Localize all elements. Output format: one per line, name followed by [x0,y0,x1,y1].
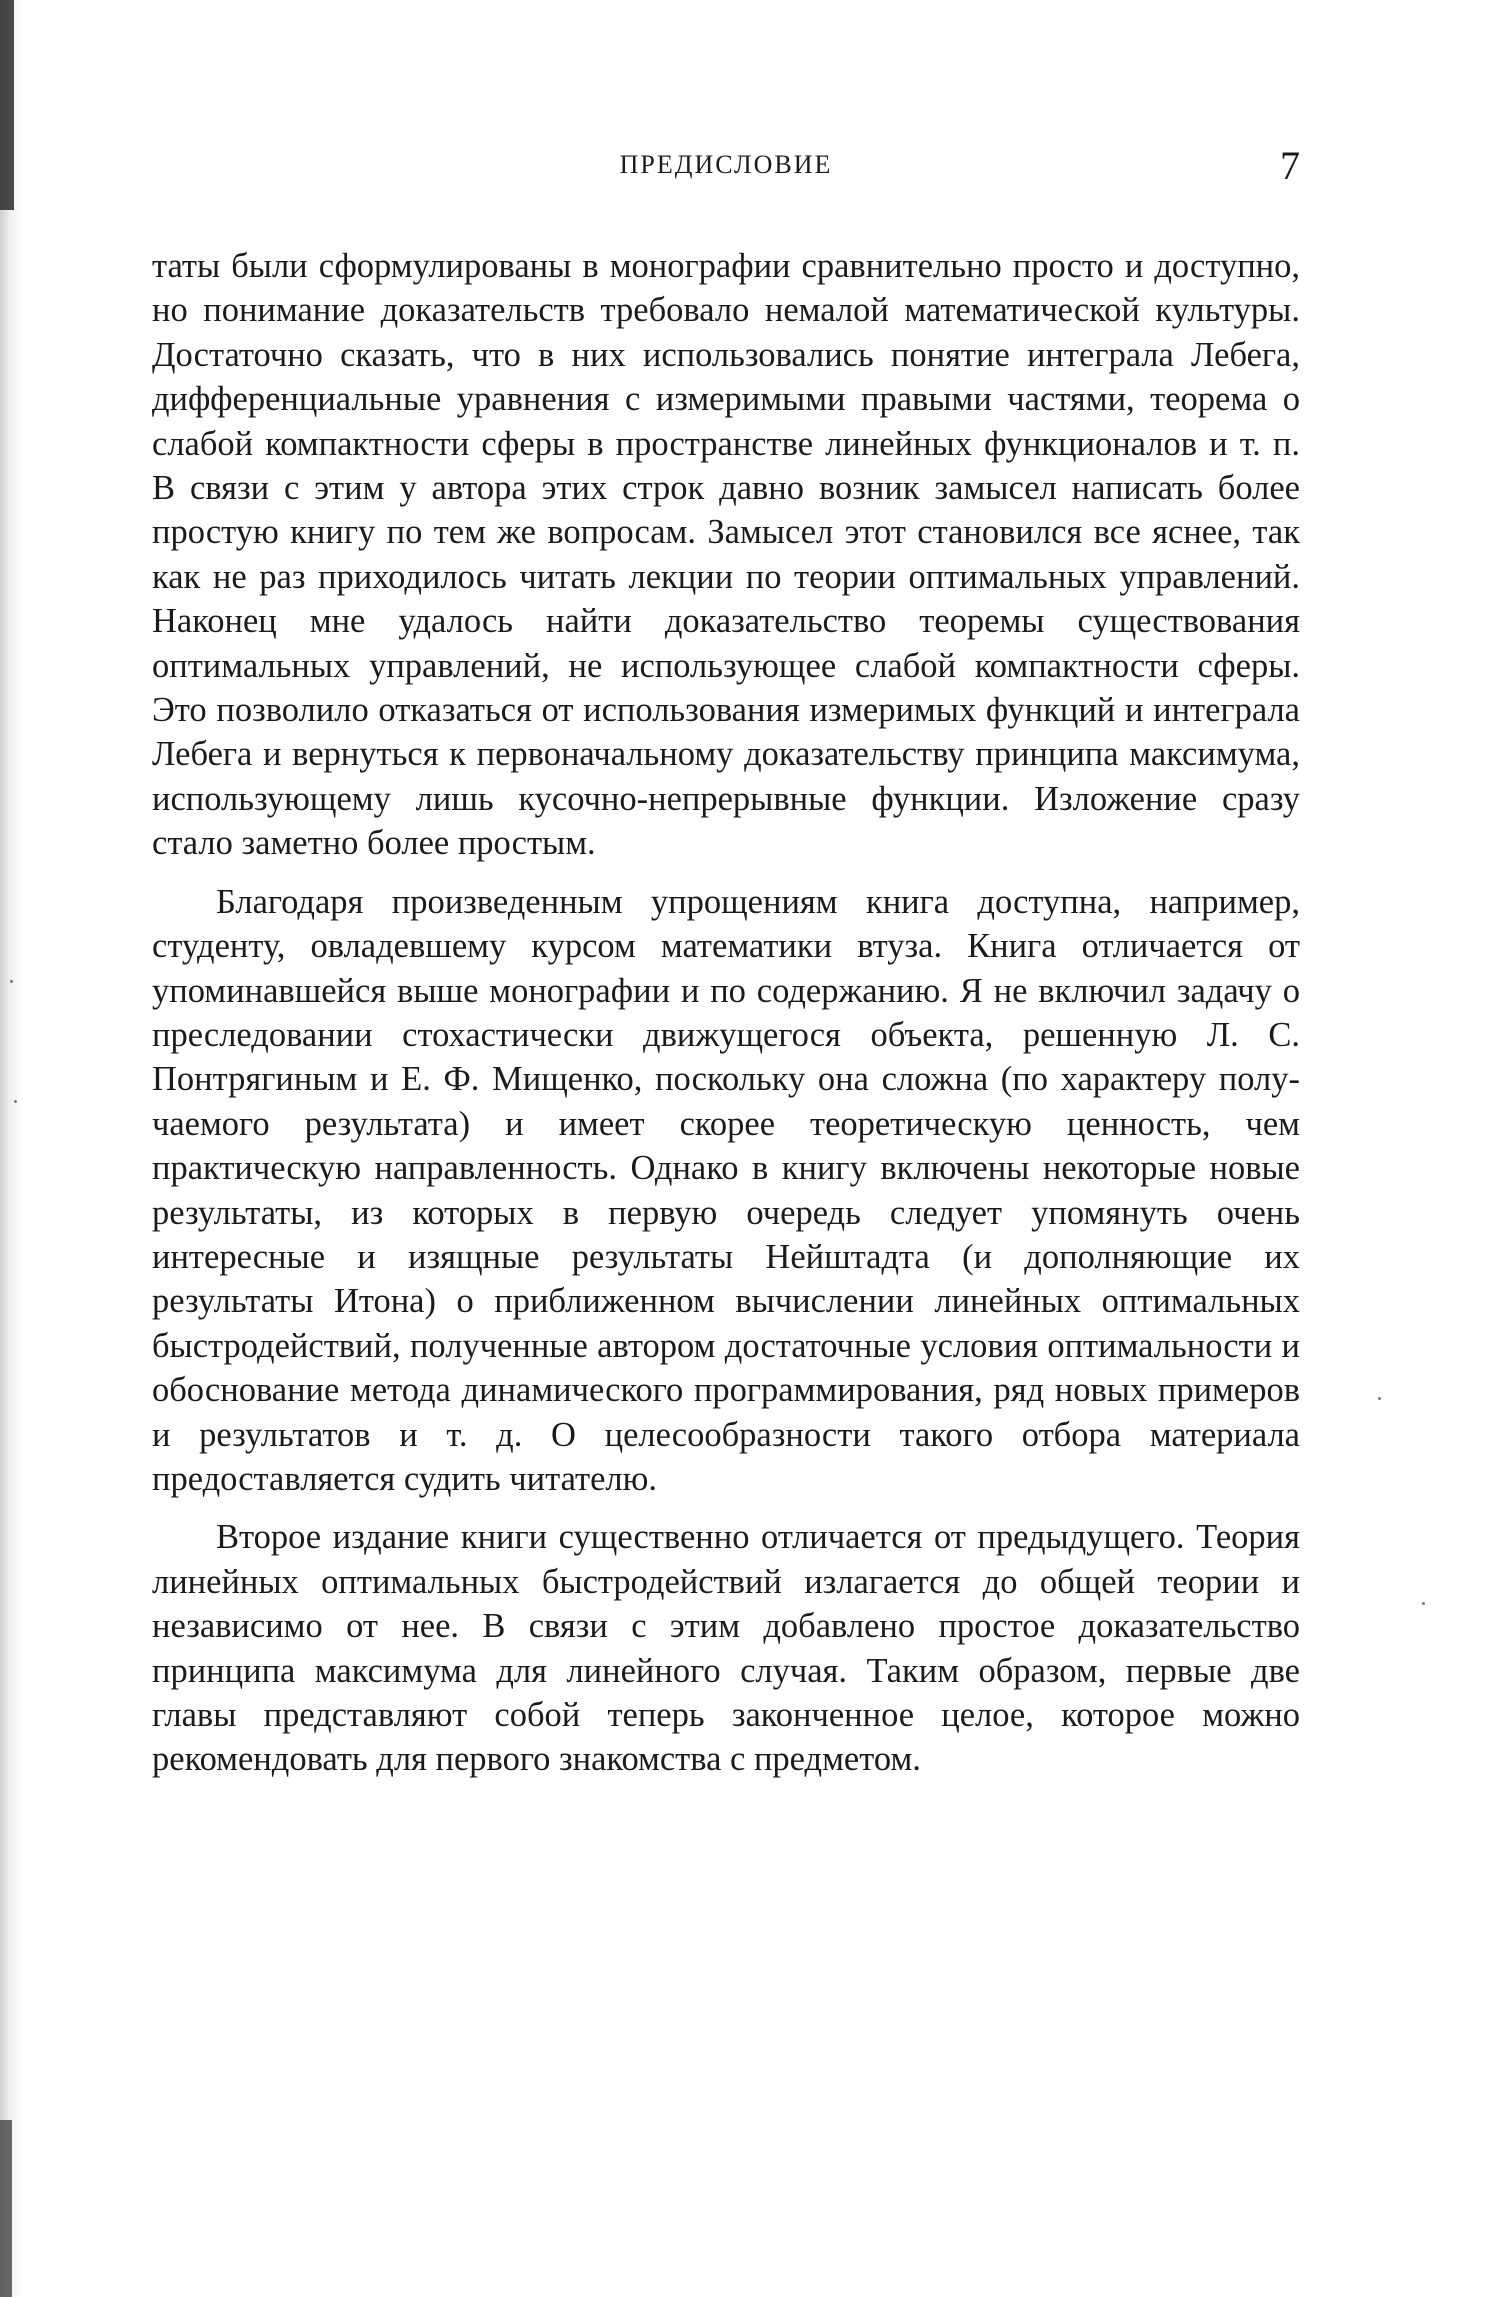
page-header [152,143,1300,190]
page-number: 7 [1280,143,1300,188]
running-head: ПРЕДИСЛОВИЕ [619,150,833,179]
body-text [152,244,1300,1782]
paragraph-3: Второе издание книги существенно отличается от предыдущего. Теория линейных оптимальных быстродействий излагается до общей теории и независимо от нее. В связи с этим добавлено простое доказательство принципа максимума для линейного случая. Таким образом, первые две главы представляют собой теперь законченное целое, которое можно рекомендовать для первого знакомства с предметом. [152,1518,1300,1779]
paragraph-2: Благодаря произведенным упрощениям книга доступна, например, студенту, овладевшему курсом математики втуза. Книга отличается от упоминавшейся выше монографии и по содержанию. Я не включил задачу о преследовании стохастически движущегося объекта, решенную Л. С. Понтрягиным и Е. Ф. Мищенко, поскольку она сложна (по характеру получаемого результата) и имеет скорее теоретическую ценность, чем практическую направленность. Однако в книгу включены некоторые новые результаты, из которых в первую очередь следует упомянуть очень интересные и изящные результаты Нейштадта (и дополняющие их результаты Итона) о приближенном вычислении линейных оптимальных быстродействий, полученные автором достаточные условия оптимальности и обоснование метода динамического программирования, ряд новых примеров и результатов и т. д. О целесообразности такого отбора материала предоставляется судить читателю. [152,882,1300,1498]
scan-speck [1422,1602,1425,1605]
scan-speck [1378,1397,1381,1400]
scan-speck [10,980,13,983]
scan-edge-shadow-top [0,0,14,210]
scan-edge-shadow-bottom [0,2120,12,2297]
page-binding-edge [0,0,22,2297]
scan-speck [14,1100,17,1103]
paragraph-1: таты были сформулированы в монографии сравнительно просто и доступно, но понимание доказательств требовало немалой математической культуры. Достаточно сказать, что в них использовались понятие интеграла Лебега, дифференциальные уравнения с измеримыми правыми частями, теорема о слабой компактности сферы в пространстве линейных функционалов и т. п. В связи с этим у автора этих строк давно возник замысел написать более простую книгу по тем же вопросам. Замысел этот становился все яснее, так как не раз приходилось читать лекции по теории оптимальных управлений. Наконец мне удалось найти доказательство теоремы существования оптимальных управлений, не использующее слабой компактности сферы. Это позволило отказаться от использования измеримых функций и интеграла Лебега и вернуться к первоначальному доказательству принципа максимума, использующему лишь кусочно-непрерывные функции. Изложение сразу стало заметно более простым. [152,247,1300,863]
